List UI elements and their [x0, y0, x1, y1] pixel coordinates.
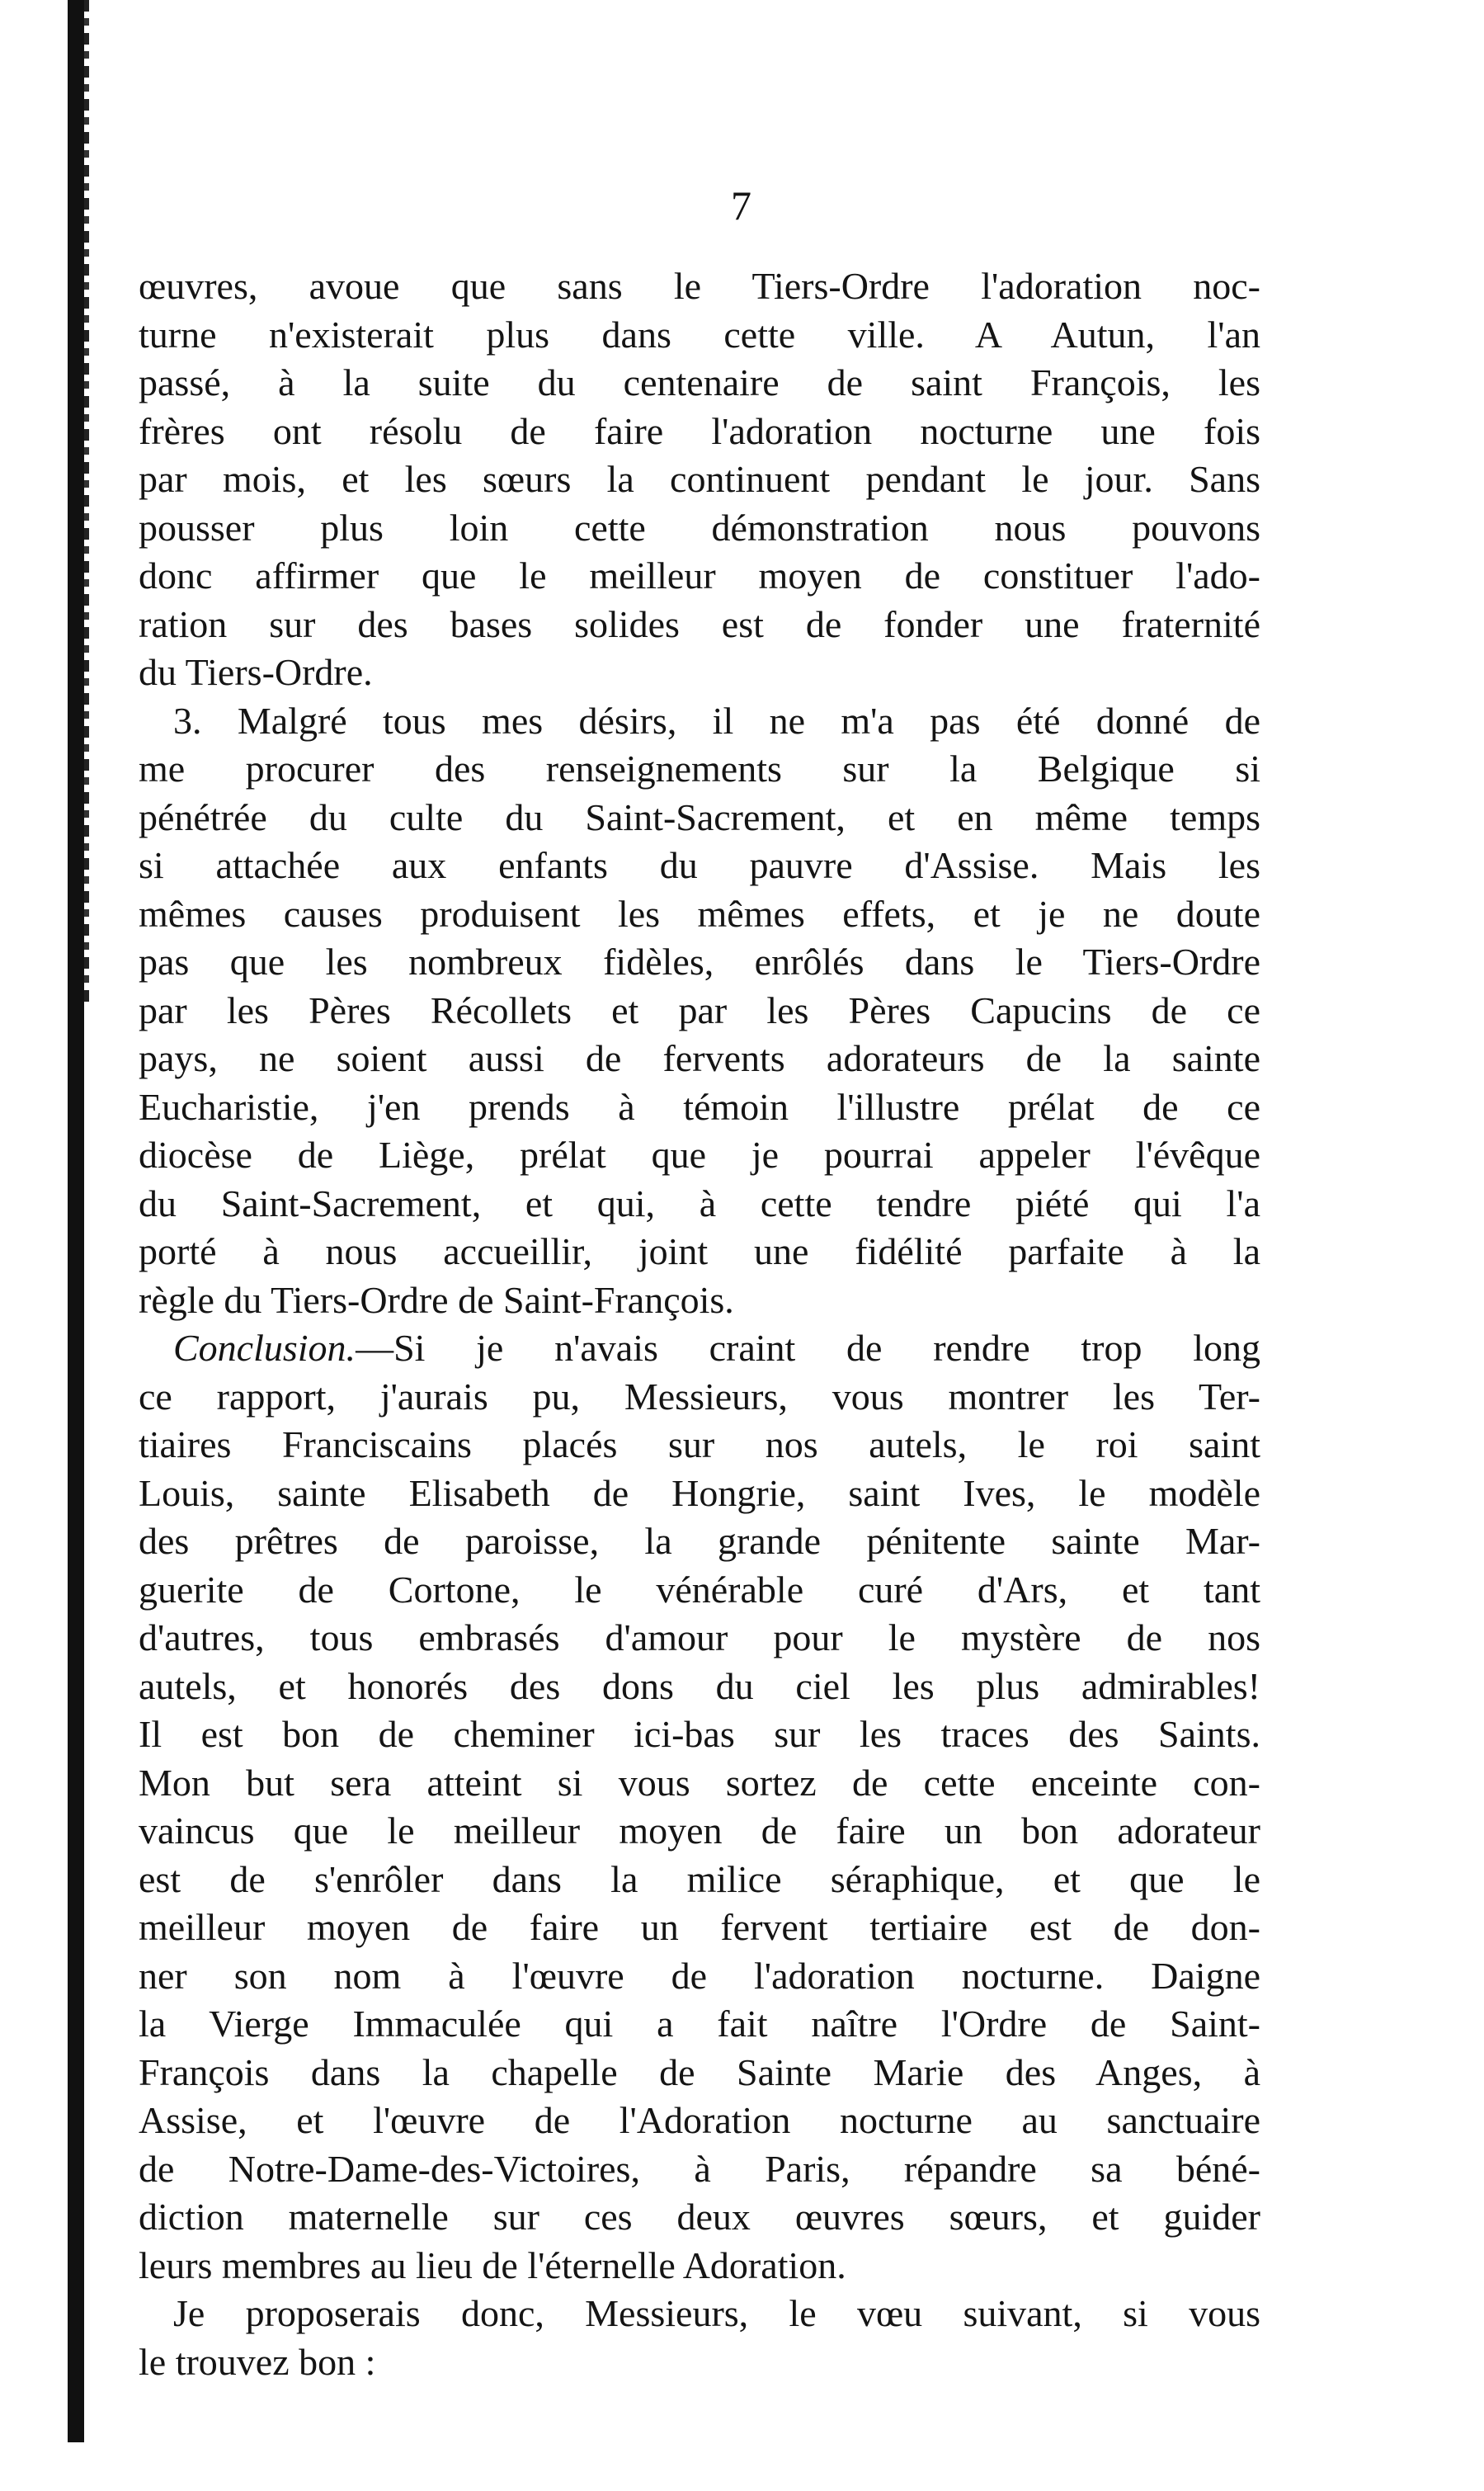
text-line: est de s'enrôler dans la milice séraphique, et que le: [139, 1857, 1260, 1900]
text-line: Mon but sera atteint si vous sortez de cette enceinte con-: [139, 1761, 1260, 1804]
text-line: me procurer des renseignements sur la Belgique si: [139, 748, 1260, 790]
text-line: du Saint-Sacrement, et qui, à cette tendre piété qui l'a: [139, 1182, 1260, 1224]
text-line: par mois, et les sœurs la continuent pendant le jour. Sans: [139, 458, 1260, 500]
text-line: autels, et honorés des dons du ciel les plus admirables!: [139, 1664, 1260, 1707]
text-line: Louis, sainte Elisabeth de Hongrie, saint Ives, le modèle: [139, 1471, 1260, 1514]
text-line: la Vierge Immaculée qui a fait naître l'Ordre de Saint-: [139, 2003, 1260, 2045]
body-text: [139, 262, 1260, 2386]
text-line: porté à nous accueillir, joint une fidélité parfaite à la: [139, 1230, 1260, 1272]
text-line: pays, ne soient aussi de fervents adorateurs de la sainte: [139, 1037, 1260, 1079]
binding-edge: [84, 0, 89, 1007]
text-line: pousser plus loin cette démonstration nous pouvons: [139, 506, 1260, 549]
text-line: donc affirmer que le meilleur moyen de constituer l'ado-: [139, 554, 1260, 597]
text-line: Il est bon de cheminer ici-bas sur les traces des Saints.: [139, 1713, 1260, 1755]
text-line: diocèse de Liège, prélat que je pourrai appeler l'évêque: [139, 1134, 1260, 1176]
text-line: turne n'existerait plus dans cette ville. A Autun, l'an: [139, 313, 1260, 356]
text-line: Eucharistie, j'en prends à témoin l'illustre prélat de ce: [139, 1085, 1260, 1128]
text-line: frères ont résolu de faire l'adoration nocturne une fois: [139, 409, 1260, 452]
text-line: œuvres, avoue que sans le Tiers-Ordre l'adoration noc-: [139, 265, 1260, 307]
text-line: guerite de Cortone, le vénérable curé d'Ars, et tant: [139, 1568, 1260, 1611]
text-line: leurs membres au lieu de l'éternelle Adoration.: [139, 2243, 846, 2286]
page-number: 7: [731, 182, 753, 229]
text-line: diction maternelle sur ces deux œuvres sœurs, et guider: [139, 2196, 1260, 2238]
text-line: pénétrée du culte du Saint-Sacrement, et en même temps: [139, 795, 1260, 838]
text-line: —Si je n'avais craint de rendre trop long: [356, 1327, 1260, 1369]
text-line: le trouvez bon :: [139, 2340, 376, 2383]
text-line: mêmes causes produisent les mêmes effets, et je ne doute: [139, 892, 1260, 935]
text-line: ner son nom à l'œuvre de l'adoration nocturne. Daigne: [139, 1954, 1260, 1997]
text-line: de Notre-Dame-des-Victoires, à Paris, répandre sa béné-: [139, 2147, 1260, 2190]
text-line: pas que les nombreux fidèles, enrôlés dans le Tiers-Ordre: [139, 941, 1260, 983]
text-line: par les Pères Récollets et par les Pères Capucins de ce: [139, 988, 1260, 1031]
text-line: tiaires Franciscains placés sur nos autels, le roi saint: [139, 1423, 1260, 1465]
text-line: Je proposerais donc, Messieurs, le vœu suivant, si vous: [173, 2292, 1260, 2334]
text-line: Assise, et l'œuvre de l'Adoration nocturne au sanctuaire: [139, 2099, 1260, 2141]
text-line: règle du Tiers-Ordre de Saint-François.: [139, 1278, 734, 1321]
text-line: du Tiers-Ordre.: [139, 651, 373, 693]
text-line: passé, à la suite du centenaire de saint François, les: [139, 361, 1260, 403]
text-line: François dans la chapelle de Sainte Marie des Anges, à: [139, 2050, 1260, 2093]
text-line: meilleur moyen de faire un fervent tertiaire est de don-: [139, 1906, 1260, 1948]
text-line: ce rapport, j'aurais pu, Messieurs, vous montrer les Ter-: [139, 1375, 1260, 1418]
text-line: des prêtres de paroisse, la grande pénitente sainte Mar-: [139, 1520, 1260, 1562]
text-line: d'autres, tous embrasés d'amour pour le mystère de nos: [139, 1616, 1260, 1658]
book-binding-shadow: [68, 0, 84, 2442]
text-line: 3. Malgré tous mes désirs, il ne m'a pas été donné de: [173, 699, 1260, 742]
text-line: si attachée aux enfants du pauvre d'Assise. Mais les: [139, 844, 1260, 886]
text-line: vaincus que le meilleur moyen de faire un bon adorateur: [139, 1809, 1260, 1852]
conclusion-line: [139, 1324, 1260, 1373]
conclusion-label: Conclusion.: [173, 1327, 356, 1369]
text-line: ration sur des bases solides est de fonder une fraternité: [139, 602, 1260, 645]
